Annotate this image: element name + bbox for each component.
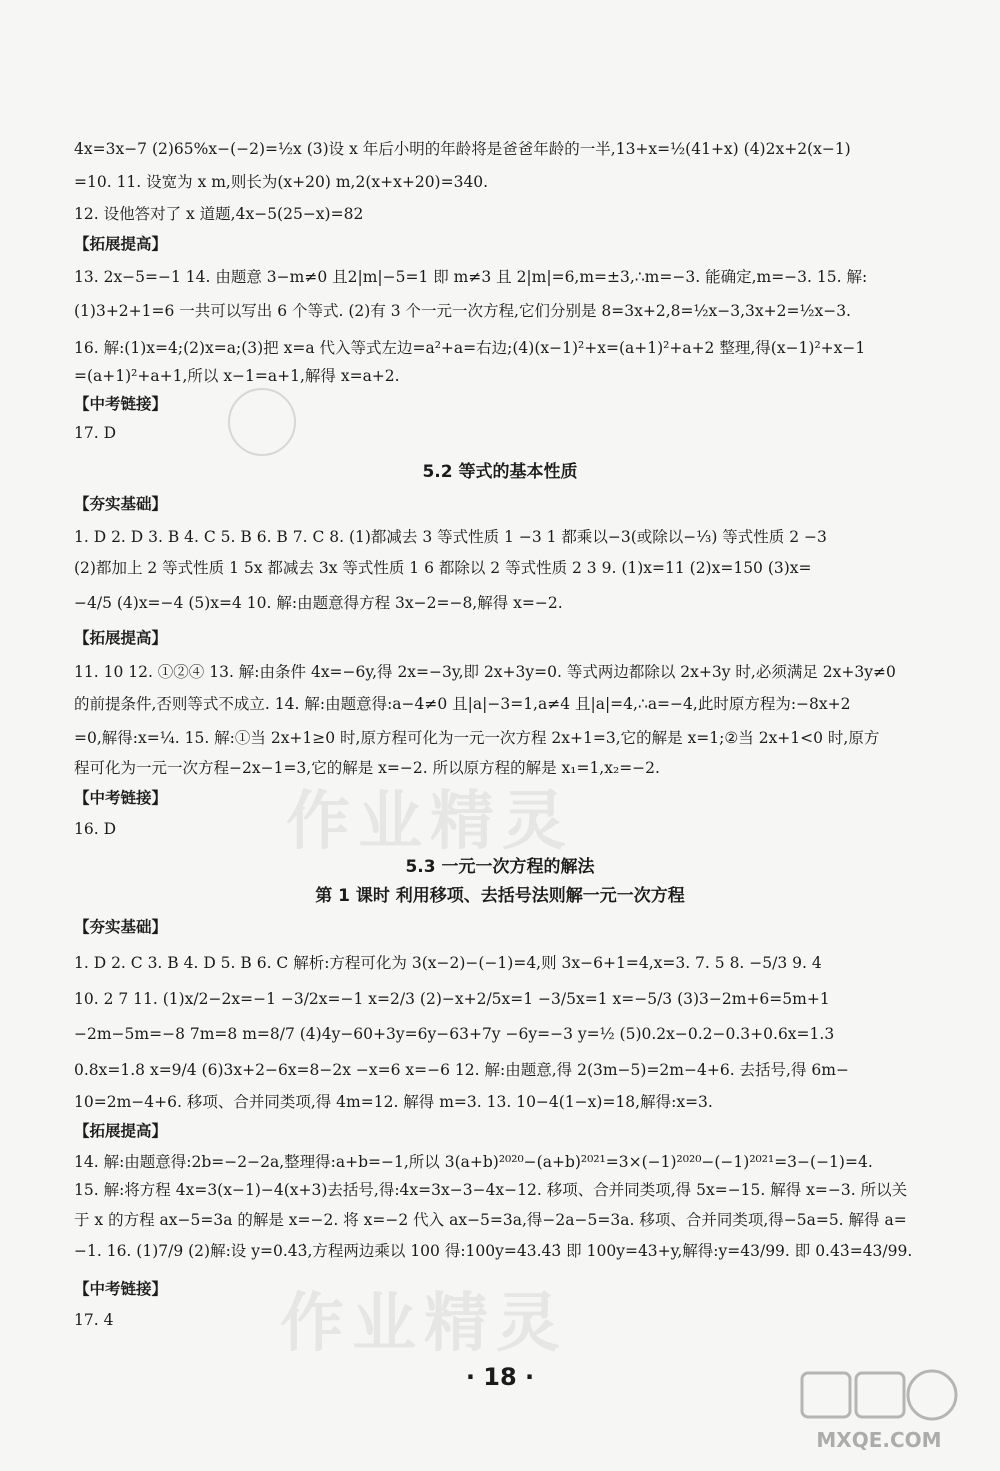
watermark: 作业精灵 <box>286 785 574 859</box>
section-tag: 【中考链接】 <box>74 1280 168 1298</box>
section-tag: 【中考链接】 <box>74 789 168 807</box>
text-line: 的前提条件,否则等式不成立. 14. 解:由题意得:a−4≠0 且|a|−3=1,a≠4 且|a|=4,∴a=−4,此时原方程为:−8x+2 <box>74 695 851 713</box>
text-line: =(a+1)²+a+1,所以 x−1=a+1,解得 x=a+2. <box>74 367 400 385</box>
text-line: 15. 解:将方程 4x=3(x−1)−4(x+3)去括号,得:4x=3x−3−4x−12. 移项、合并同类项,得 5x=−15. 解得 x=−3. 所以关 <box>74 1181 908 1199</box>
text-line: (2)都加上 2 等式性质 1 5x 都减去 3x 等式性质 1 6 都除以 2 等式性质 2 3 9. (1)x=11 (2)x=150 (3)x= <box>74 559 812 577</box>
text-line: 16. 解:(1)x=4;(2)x=a;(3)把 x=a 代入等式左边=a²+a=右边;(4)(x−1)²+x=(a+1)²+a+2 整理,得(x−1)²+x−1 <box>74 339 866 357</box>
section-heading: 5.2 等式的基本性质 <box>422 462 578 482</box>
text-line: 4x=3x−7 (2)65%x−(−2)=½x (3)设 x 年后小明的年龄将是爸爸年龄的一半,13+x=½(41+x) (4)2x+2(x−1) <box>74 140 851 158</box>
section-tag: 【中考链接】 <box>74 395 168 413</box>
text-line: 程可化为一元一次方程−2x−1=3,它的解是 x=−2. 所以原方程的解是 x₁=1,x₂=−2. <box>74 759 660 777</box>
text-line: =10. 11. 设宽为 x m,则长为(x+20) m,2(x+x+20)=340. <box>74 173 489 191</box>
text-line: 10. 2 7 11. (1)x/2−2x=−1 −3/2x=−1 x=2/3 (2)−x+2/5x=1 −3/5x=1 x=−5/3 (3)3−2m+6=5m+1 <box>74 990 830 1008</box>
section-tag: 【拓展提高】 <box>74 1122 168 1140</box>
text-line: 1. D 2. D 3. B 4. C 5. B 6. B 7. C 8. (1)都减去 3 等式性质 1 −3 1 都乘以−3(或除以−⅓) 等式性质 2 −3 <box>74 528 827 546</box>
text-line: 于 x 的方程 ax−5=3a 的解是 x=−2. 将 x=−2 代入 ax−5=3a,得−2a−5=3a. 移项、合并同类项,得−5a=5. 解得 a= <box>74 1211 907 1229</box>
section-tag: 【拓展提高】 <box>74 235 168 253</box>
text-line: 1. D 2. C 3. B 4. D 5. B 6. C 解析:方程可化为 3(x−2)−(−1)=4,则 3x−6+1=4,x=3. 7. 5 8. −5/3 9. 4 <box>74 954 822 972</box>
text-line: 13. 2x−5=−1 14. 由题意 3−m≠0 且2|m|−5=1 即 m≠3 且 2|m|=6,m=±3,∴m=−3. 能确定,m=−3. 15. 解: <box>74 268 868 286</box>
text-line: =0,解得:x=¼. 15. 解:①当 2x+1≥0 时,原方程可化为一元一次方程 2x+1=3,它的解是 x=1;②当 2x+1<0 时,原方 <box>74 729 880 747</box>
text-line: 17. D <box>74 424 117 442</box>
text-line: −4/5 (4)x=−4 (5)x=4 10. 解:由题意得方程 3x−2=−8,解得 x=−2. <box>74 594 563 612</box>
text-line: 16. D <box>74 820 117 838</box>
text-line: (1)3+2+1=6 一共可以写出 6 个等式. (2)有 3 个一元一次方程,它们分别是 8=3x+2,8=½x−3,3x+2=½x−3. <box>74 302 851 320</box>
watermark: 作业精灵 <box>280 1287 568 1361</box>
site-logo <box>784 1359 974 1459</box>
text-line: −1. 16. (1)7/9 (2)解:设 y=0.4̇3̇,方程两边乘以 100 得:100y=43.4̇3̇ 即 100y=43+y,解得:y=43/99. 即 0.4̇3̇=43/99. <box>74 1242 913 1260</box>
stamp-seal <box>228 388 296 456</box>
lesson-heading: 第 1 课时 利用移项、去括号法则解一元一次方程 <box>315 886 685 906</box>
text-line: 10=2m−4+6. 移项、合并同类项,得 4m=12. 解得 m=3. 13. 10−4(1−x)=18,解得:x=3. <box>74 1093 713 1111</box>
text-line: 11. 10 12. ①②④ 13. 解:由条件 4x=−6y,得 2x=−3y,即 2x+3y=0. 等式两边都除以 2x+3y 时,必须满足 2x+3y≠0 <box>74 663 896 681</box>
page-number: · 18 · <box>465 1363 535 1391</box>
text-line: 17. 4 <box>74 1311 114 1329</box>
text-line: 14. 解:由题意得:2b=−2−2a,整理得:a+b=−1,所以 3(a+b)²⁰²⁰−(a+b)²⁰²¹=3×(−1)²⁰²⁰−(−1)²⁰²¹=3−(−1)=4. <box>74 1153 873 1171</box>
text-line: −2m−5m=−8 7m=8 m=8/7 (4)4y−60+3y=6y−63+7y −6y=−3 y=½ (5)0.2x−0.2−0.3+0.6x=1.3 <box>74 1025 835 1043</box>
section-tag: 【夯实基础】 <box>74 495 168 513</box>
text-line: 0.8x=1.8 x=9/4 (6)3x+2−6x=8−2x −x=6 x=−6 12. 解:由题意,得 2(3m−5)=2m−4+6. 去括号,得 6m− <box>74 1061 849 1079</box>
logo-url: MXQE.COM <box>816 1428 942 1452</box>
text-line: 12. 设他答对了 x 道题,4x−5(25−x)=82 <box>74 205 364 223</box>
section-tag: 【拓展提高】 <box>74 629 168 647</box>
section-heading: 5.3 一元一次方程的解法 <box>405 857 595 877</box>
section-tag: 【夯实基础】 <box>74 918 168 936</box>
